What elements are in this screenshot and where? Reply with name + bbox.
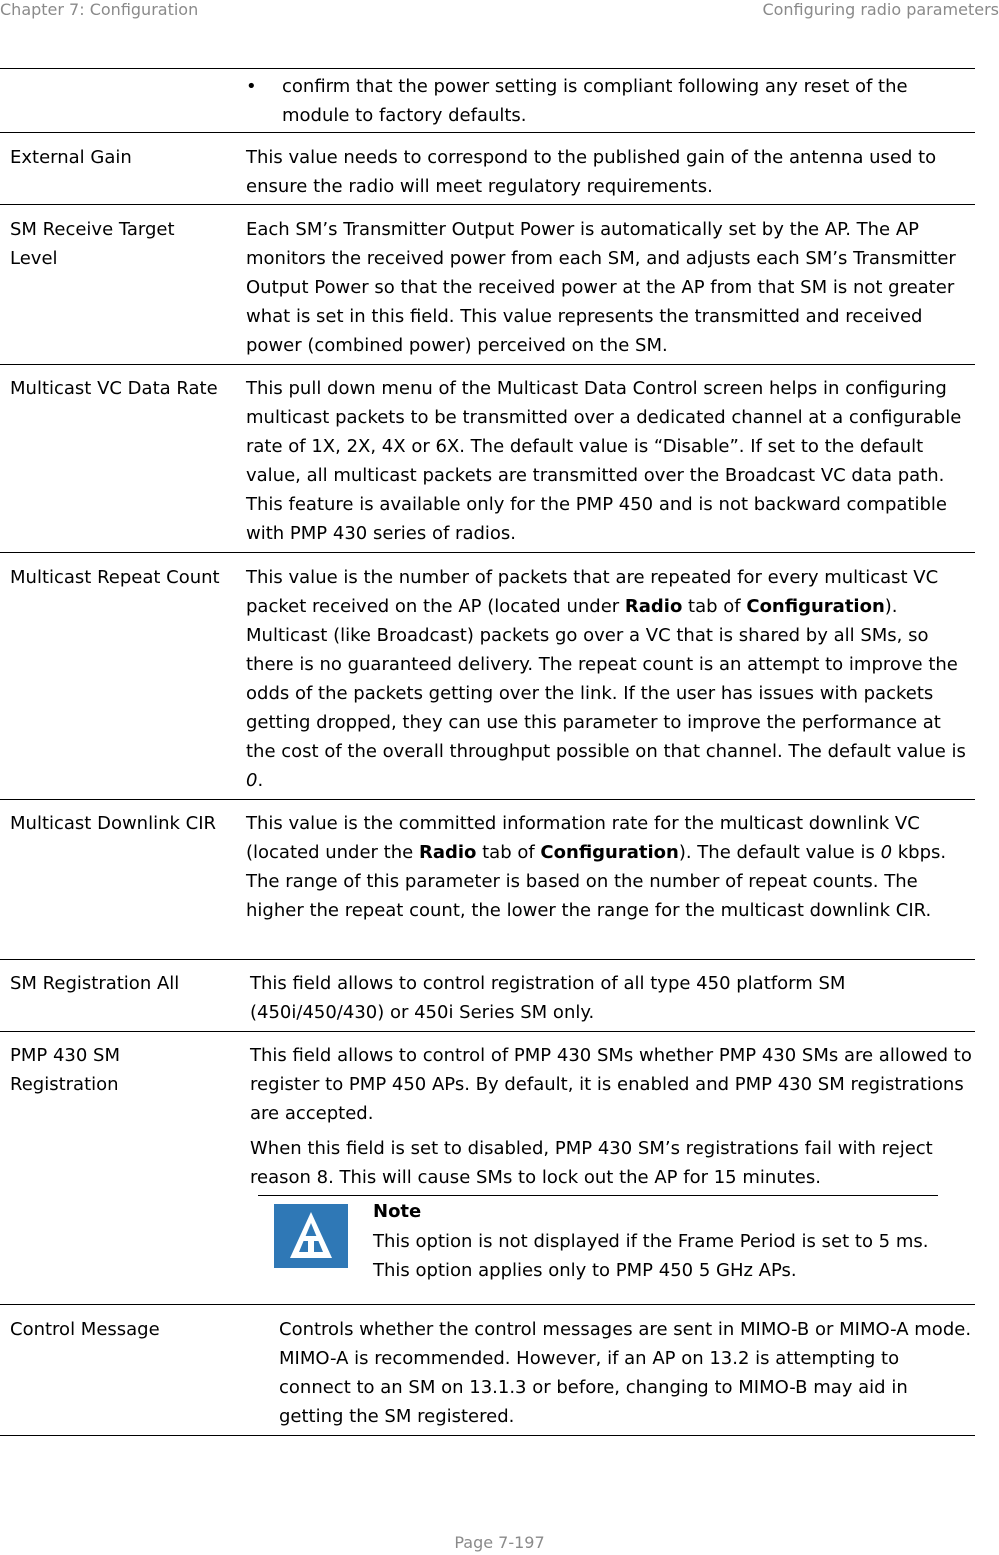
desc-paragraph: When this field is set to disabled, PMP 430 SM’s registrations fail with reject reason 8. This will cause SMs to lock out the AP for 15 minutes. bbox=[250, 1138, 933, 1188]
row-description: Each SM’s Transmitter Output Power is automatically set by the AP. The AP monitors the received power from each SM, and adjusts each SM’s Transmitter Output Power so that the received power at the AP from that SM is not greater what is set in this field. This value represents the transmitted and received power (combined power) perceived on the SM. bbox=[246, 219, 956, 356]
note-icon-glyph bbox=[274, 1204, 348, 1268]
row-description bbox=[246, 72, 966, 130]
row-label: Multicast VC Data Rate bbox=[10, 378, 218, 399]
desc-text: tab of bbox=[476, 842, 541, 863]
note-text: This option is not displayed if the Frame Period is set to 5 ms. This option applies only to PMP 450 5 GHz APs. bbox=[373, 1231, 929, 1281]
row-label: Multicast Repeat Count bbox=[10, 567, 220, 588]
ui-term-configuration: Configuration bbox=[540, 842, 679, 863]
table-row bbox=[0, 552, 975, 799]
note-box bbox=[258, 1195, 938, 1305]
bullet-dot: • bbox=[246, 76, 257, 97]
table-row bbox=[0, 799, 975, 959]
row-description: This field allows to control registration of all type 450 platform SM (450i/450/430) or 450i Series SM only. bbox=[250, 973, 846, 1023]
row-label: Control Message bbox=[10, 1319, 160, 1340]
note-title: Note bbox=[373, 1201, 422, 1222]
row-label: Multicast Downlink CIR bbox=[10, 813, 217, 834]
page-number: Page 7-197 bbox=[454, 1533, 545, 1552]
row-description: This pull down menu of the Multicast Data Control screen helps in configuring multicast packets to be transmitted over a dedicated channel at a configurable rate of 1X, 2X, 4X or 6X. The default value is “Disable”. If set to the default value, all multicast packets are transmitted over the Broadcast VC data path. This feature is available only for the PMP 450 and is not backward compatible with PMP 430 series of radios. bbox=[246, 378, 962, 544]
default-value: 0 bbox=[246, 770, 258, 791]
table-row bbox=[0, 1304, 975, 1436]
default-value: 0 bbox=[880, 842, 893, 863]
row-description bbox=[246, 809, 975, 925]
desc-text: kbps. The range of this parameter is based on the number of repeat counts. The higher the repeat count, the lower the range for the multicast downlink CIR. bbox=[246, 842, 947, 921]
ui-term-radio: Radio bbox=[418, 842, 477, 863]
row-description bbox=[246, 563, 975, 795]
note-icon bbox=[274, 1204, 348, 1268]
desc-text: ). The default value is bbox=[678, 842, 881, 863]
ui-term-configuration: Configuration bbox=[746, 596, 885, 617]
row-label: SM Receive Target Level bbox=[10, 219, 175, 269]
table-row bbox=[0, 204, 975, 364]
row-description bbox=[250, 1041, 975, 1192]
desc-text: ). Multicast (like Broadcast) packets go over a VC that is shared by all SMs, so there is no guaranteed delivery. The repeat count is an attempt to improve the odds of the packets getting over the link. If the user has issues with packets getting dropped, they can use this parameter to improve the performance at the cost of the overall throughput possible on that channel. The default value is bbox=[246, 596, 966, 762]
bullet-item bbox=[246, 72, 966, 130]
desc-text: This value is the committed information rate for the multicast downlink VC (located under the bbox=[246, 813, 920, 863]
table-row bbox=[0, 1031, 975, 1304]
row-label: External Gain bbox=[10, 147, 132, 168]
row-label: PMP 430 SM Registration bbox=[10, 1045, 120, 1095]
desc-text: tab of bbox=[682, 596, 747, 617]
bullet-text: confirm that the power setting is compliant following any reset of the module to factory defaults. bbox=[282, 76, 908, 126]
ui-term-radio: Radio bbox=[624, 596, 683, 617]
running-header-section: Configuring radio parameters bbox=[762, 0, 999, 19]
desc-text: . bbox=[257, 770, 264, 791]
row-description: This value needs to correspond to the published gain of the antenna used to ensure the radio will meet regulatory requirements. bbox=[246, 147, 937, 197]
row-description: Controls whether the control messages are sent in MIMO-B or MIMO-A mode. MIMO-A is recommended. However, if an AP on 13.2 is attempting to connect to an SM on 13.1.3 or before, changing to MIMO-B may aid in getting the SM registered. bbox=[279, 1319, 972, 1427]
row-label: SM Registration All bbox=[10, 973, 180, 994]
desc-text: This value is the number of packets that are repeated for every multicast VC packet received on the AP (located under bbox=[246, 567, 939, 617]
table-row bbox=[0, 68, 975, 132]
running-header-chapter: Chapter 7: Configuration bbox=[0, 0, 199, 19]
table-row bbox=[0, 132, 975, 204]
desc-paragraph: This field allows to control of PMP 430 SMs whether PMP 430 SMs are allowed to register to PMP 450 APs. By default, it is enabled and PMP 430 SM registrations are accepted. bbox=[250, 1045, 972, 1124]
table-row bbox=[0, 959, 975, 1031]
table-row bbox=[0, 364, 975, 552]
